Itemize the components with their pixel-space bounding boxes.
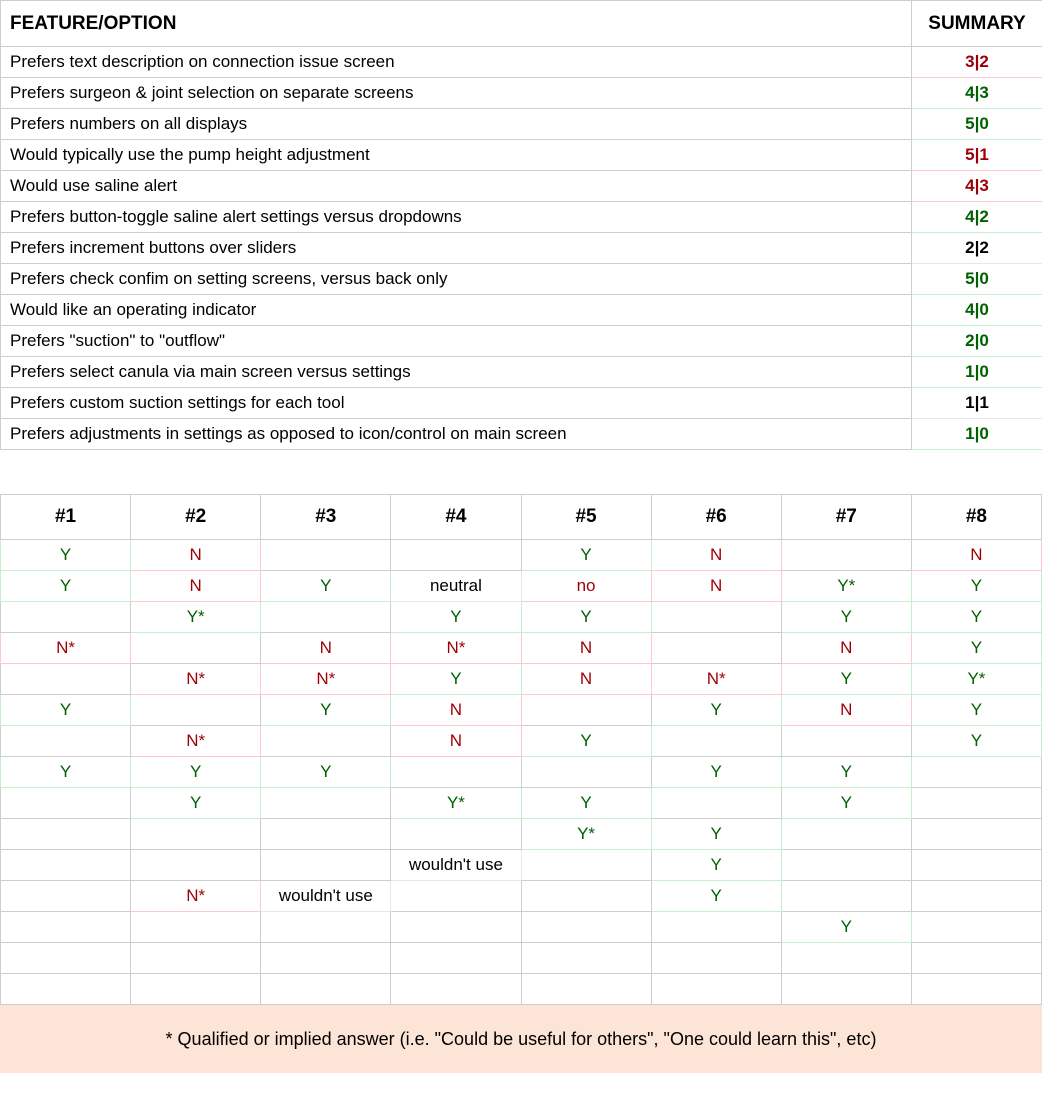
answer-row [1, 819, 1042, 850]
summary-value-cell[interactable]: 4|3 [912, 171, 1042, 202]
empty-cell[interactable] [911, 850, 1041, 881]
answer-cell[interactable]: Y [911, 695, 1041, 726]
answer-cell[interactable]: N* [131, 726, 261, 757]
respondent-column-header[interactable]: #3 [261, 495, 391, 540]
empty-cell[interactable] [391, 881, 521, 912]
feature-row [1, 264, 1042, 295]
empty-cell[interactable] [391, 943, 521, 974]
empty-cell[interactable] [261, 819, 391, 850]
feature-row [1, 171, 1042, 202]
answer-cell[interactable]: Y [131, 757, 261, 788]
feature-label-cell[interactable]: Prefers check confim on setting screens, versus back only [1, 264, 912, 295]
answer-cell[interactable]: N [261, 633, 391, 664]
empty-cell[interactable] [651, 943, 781, 974]
answer-cell[interactable]: wouldn't use [391, 850, 521, 881]
empty-cell[interactable] [911, 912, 1041, 943]
empty-cell[interactable] [521, 881, 651, 912]
answer-cell[interactable]: N [391, 726, 521, 757]
answer-row [1, 726, 1042, 757]
summary-value-cell[interactable]: 5|0 [912, 264, 1042, 295]
empty-cell[interactable] [261, 788, 391, 819]
empty-cell[interactable] [781, 974, 911, 1005]
answer-cell[interactable]: Y [1, 757, 131, 788]
feature-table-body [1, 47, 1042, 450]
empty-cell[interactable] [131, 633, 261, 664]
empty-cell[interactable] [781, 850, 911, 881]
answer-cell[interactable]: Y [521, 788, 651, 819]
feature-label-cell[interactable]: Prefers custom suction settings for each tool [1, 388, 912, 419]
answer-row [1, 695, 1042, 726]
answer-row [1, 912, 1042, 943]
empty-cell[interactable] [521, 912, 651, 943]
answer-cell[interactable]: neutral [391, 571, 521, 602]
empty-cell[interactable] [391, 540, 521, 571]
empty-cell[interactable] [781, 726, 911, 757]
answer-cell[interactable]: Y [1, 695, 131, 726]
summary-value-cell[interactable]: 1|0 [912, 357, 1042, 388]
respondent-answer-grid [0, 494, 1042, 1005]
respondent-column-header[interactable]: #2 [131, 495, 261, 540]
empty-cell[interactable] [651, 974, 781, 1005]
empty-cell[interactable] [1, 602, 131, 633]
answer-cell[interactable]: Y [781, 664, 911, 695]
answer-cell[interactable]: N [391, 695, 521, 726]
answer-row [1, 850, 1042, 881]
empty-cell[interactable] [651, 912, 781, 943]
empty-cell[interactable] [781, 819, 911, 850]
answer-cell[interactable]: N [521, 633, 651, 664]
answer-cell[interactable]: Y [911, 602, 1041, 633]
answer-row [1, 881, 1042, 912]
empty-cell[interactable] [521, 943, 651, 974]
answer-row [1, 540, 1042, 571]
answer-cell[interactable]: Y [651, 695, 781, 726]
empty-cell[interactable] [391, 757, 521, 788]
feature-label-cell[interactable]: Prefers surgeon & joint selection on separate screens [1, 78, 912, 109]
empty-cell[interactable] [911, 788, 1041, 819]
answer-cell[interactable]: Y [651, 757, 781, 788]
answer-row [1, 757, 1042, 788]
answer-cell[interactable]: Y* [781, 571, 911, 602]
answer-cell[interactable]: Y [911, 571, 1041, 602]
answer-cell[interactable]: N* [651, 664, 781, 695]
answer-cell[interactable]: Y [651, 819, 781, 850]
answer-cell[interactable]: Y* [521, 819, 651, 850]
feature-label-cell[interactable]: Prefers "suction" to "outflow" [1, 326, 912, 357]
summary-value-cell[interactable]: 2|2 [912, 233, 1042, 264]
summary-value-cell[interactable]: 4|3 [912, 78, 1042, 109]
feature-row [1, 233, 1042, 264]
answer-cell[interactable]: Y [651, 881, 781, 912]
feature-row [1, 140, 1042, 171]
answer-cell[interactable]: N* [261, 664, 391, 695]
answer-row [1, 788, 1042, 819]
empty-cell[interactable] [391, 912, 521, 943]
respondent-grid-header [1, 495, 1042, 540]
answer-cell[interactable]: Y [1, 571, 131, 602]
empty-cell[interactable] [651, 633, 781, 664]
empty-cell[interactable] [261, 943, 391, 974]
answer-cell[interactable]: Y [261, 695, 391, 726]
answer-cell[interactable]: Y* [911, 664, 1041, 695]
feature-row [1, 326, 1042, 357]
empty-cell[interactable] [781, 943, 911, 974]
feature-label-cell[interactable]: Would like an operating indicator [1, 295, 912, 326]
empty-cell[interactable] [521, 695, 651, 726]
empty-cell[interactable] [131, 819, 261, 850]
answer-cell[interactable]: Y [261, 757, 391, 788]
answer-cell[interactable]: Y [261, 571, 391, 602]
feature-row [1, 388, 1042, 419]
answer-cell[interactable]: N [131, 540, 261, 571]
empty-cell[interactable] [1, 881, 131, 912]
summary-value-cell[interactable]: 3|2 [912, 47, 1042, 78]
feature-row [1, 47, 1042, 78]
answer-cell[interactable]: Y [781, 912, 911, 943]
empty-cell[interactable] [131, 850, 261, 881]
empty-cell[interactable] [1, 819, 131, 850]
answer-cell[interactable]: N* [131, 881, 261, 912]
empty-cell[interactable] [261, 850, 391, 881]
answer-cell[interactable]: Y [911, 633, 1041, 664]
spacer-row [0, 450, 1042, 494]
answer-cell[interactable]: wouldn't use [261, 881, 391, 912]
feature-row [1, 419, 1042, 450]
summary-value-cell[interactable]: 1|1 [912, 388, 1042, 419]
answer-cell[interactable]: N [781, 633, 911, 664]
answer-cell[interactable]: Y [911, 726, 1041, 757]
answer-cell[interactable]: Y [781, 757, 911, 788]
empty-cell[interactable] [1, 943, 131, 974]
feature-label-cell[interactable]: Prefers adjustments in settings as opposed to icon/control on main screen [1, 419, 912, 450]
feature-label-cell[interactable]: Prefers select canula via main screen versus settings [1, 357, 912, 388]
empty-cell[interactable] [651, 726, 781, 757]
answer-cell[interactable]: N [651, 571, 781, 602]
answer-row [1, 974, 1042, 1005]
answer-cell[interactable]: Y [781, 602, 911, 633]
summary-header[interactable]: SUMMARY [912, 1, 1042, 47]
empty-cell[interactable] [521, 850, 651, 881]
empty-cell[interactable] [781, 881, 911, 912]
answer-cell[interactable]: Y [131, 788, 261, 819]
empty-cell[interactable] [651, 788, 781, 819]
respondent-column-header[interactable]: #6 [651, 495, 781, 540]
empty-cell[interactable] [261, 602, 391, 633]
empty-cell[interactable] [131, 695, 261, 726]
empty-cell[interactable] [521, 757, 651, 788]
summary-value-cell[interactable]: 2|0 [912, 326, 1042, 357]
feature-row [1, 202, 1042, 233]
summary-value-cell[interactable]: 5|0 [912, 109, 1042, 140]
feature-summary-table [0, 0, 1042, 450]
empty-cell[interactable] [391, 819, 521, 850]
respondent-column-header[interactable]: #4 [391, 495, 521, 540]
answer-cell[interactable]: Y [391, 664, 521, 695]
qualified-answer-footnote[interactable]: * Qualified or implied answer (i.e. "Could be useful for others", "One could learn this", etc) [0, 1005, 1042, 1073]
summary-value-cell[interactable]: 4|2 [912, 202, 1042, 233]
answer-cell[interactable]: N [781, 695, 911, 726]
feature-row [1, 109, 1042, 140]
answer-cell[interactable]: N* [1, 633, 131, 664]
empty-cell[interactable] [1, 912, 131, 943]
summary-value-cell[interactable]: 5|1 [912, 140, 1042, 171]
feature-label-cell[interactable]: Prefers text description on connection issue screen [1, 47, 912, 78]
answer-cell[interactable]: Y [1, 540, 131, 571]
answer-cell[interactable]: no [521, 571, 651, 602]
empty-cell[interactable] [261, 726, 391, 757]
answer-cell[interactable]: Y [521, 602, 651, 633]
answer-cell[interactable]: N* [391, 633, 521, 664]
answer-cell[interactable]: Y* [131, 602, 261, 633]
feature-label-cell[interactable]: Would use saline alert [1, 171, 912, 202]
answer-row [1, 664, 1042, 695]
answer-cell[interactable]: N [651, 540, 781, 571]
answer-row [1, 602, 1042, 633]
respondent-column-header[interactable]: #1 [1, 495, 131, 540]
respondent-grid-body [1, 540, 1042, 1005]
respondent-column-header[interactable]: #8 [911, 495, 1041, 540]
empty-cell[interactable] [521, 974, 651, 1005]
answer-row [1, 633, 1042, 664]
respondent-column-header[interactable]: #7 [781, 495, 911, 540]
answer-cell[interactable]: Y [391, 602, 521, 633]
respondent-column-header[interactable]: #5 [521, 495, 651, 540]
summary-value-cell[interactable]: 4|0 [912, 295, 1042, 326]
answer-row [1, 943, 1042, 974]
empty-cell[interactable] [261, 974, 391, 1005]
empty-cell[interactable] [1, 664, 131, 695]
feature-label-cell[interactable]: Prefers button-toggle saline alert settings versus dropdowns [1, 202, 912, 233]
feature-row [1, 357, 1042, 388]
empty-cell[interactable] [261, 540, 391, 571]
empty-cell[interactable] [131, 974, 261, 1005]
answer-cell[interactable]: N [131, 571, 261, 602]
answer-cell[interactable]: Y [781, 788, 911, 819]
answer-row [1, 571, 1042, 602]
answer-cell[interactable]: N [521, 664, 651, 695]
empty-cell[interactable] [1, 974, 131, 1005]
empty-cell[interactable] [1, 850, 131, 881]
answer-cell[interactable]: N* [131, 664, 261, 695]
feature-table-header [1, 1, 1042, 47]
answer-cell[interactable]: N [911, 540, 1041, 571]
feature-label-cell[interactable]: Prefers increment buttons over sliders [1, 233, 912, 264]
feature-label-cell[interactable]: Would typically use the pump height adjustment [1, 140, 912, 171]
answer-cell[interactable]: Y [651, 850, 781, 881]
empty-cell[interactable] [651, 602, 781, 633]
feature-option-header[interactable]: FEATURE/OPTION [1, 1, 912, 47]
empty-cell[interactable] [131, 912, 261, 943]
empty-cell[interactable] [131, 943, 261, 974]
answer-cell[interactable]: Y [521, 726, 651, 757]
feature-row [1, 295, 1042, 326]
summary-value-cell[interactable]: 1|0 [912, 419, 1042, 450]
feature-label-cell[interactable]: Prefers numbers on all displays [1, 109, 912, 140]
empty-cell[interactable] [1, 788, 131, 819]
empty-cell[interactable] [911, 757, 1041, 788]
empty-cell[interactable] [911, 974, 1041, 1005]
answer-cell[interactable]: Y* [391, 788, 521, 819]
empty-cell[interactable] [781, 540, 911, 571]
empty-cell[interactable] [391, 974, 521, 1005]
empty-cell[interactable] [261, 912, 391, 943]
feature-row [1, 78, 1042, 109]
empty-cell[interactable] [1, 726, 131, 757]
empty-cell[interactable] [911, 881, 1041, 912]
empty-cell[interactable] [911, 943, 1041, 974]
answer-cell[interactable]: Y [521, 540, 651, 571]
empty-cell[interactable] [911, 819, 1041, 850]
